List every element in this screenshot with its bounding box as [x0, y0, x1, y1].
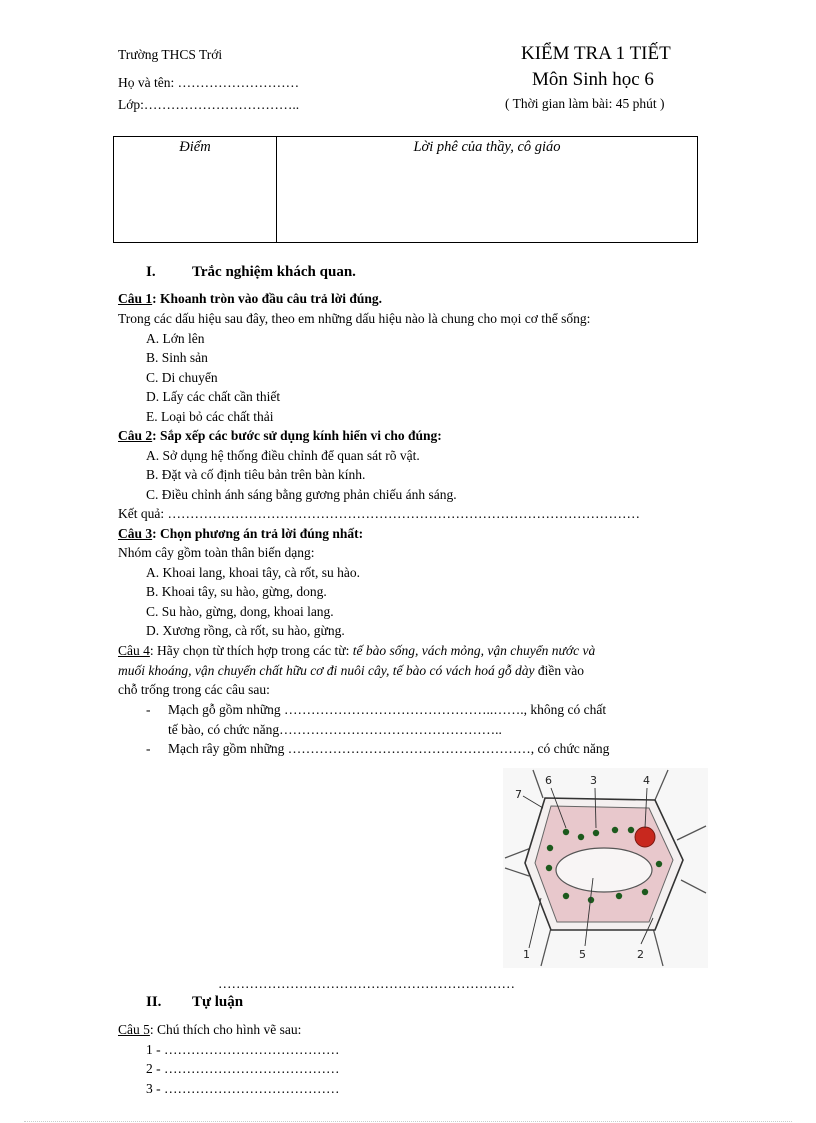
figure-label-5: 5 — [579, 948, 586, 961]
q5-answer-3[interactable]: 3 - ………………………………… — [146, 1081, 340, 1096]
q2-result-line[interactable]: Kết quả: …………………………………………………………………………………………… — [118, 506, 640, 521]
q4-tail: điền vào — [534, 663, 584, 678]
q4-intro: : Hãy chọn từ thích hợp trong các từ: — [149, 643, 353, 658]
q2-option-c: C. Điều chỉnh ánh sáng bằng gương phản chiếu ánh sáng. — [146, 487, 457, 502]
q1-option-e[interactable]: E. Loại bỏ các chất thải — [146, 409, 274, 424]
figure-label-6: 6 — [545, 774, 552, 787]
q3-option-c[interactable]: C. Su hào, gừng, dong, khoai lang. — [146, 604, 334, 619]
q1-option-a[interactable]: A. Lớn lên — [146, 331, 205, 346]
q3-stem: Nhóm cây gồm toàn thân biến dạng: — [118, 545, 315, 560]
exam-subject: Môn Sinh học 6 — [532, 69, 654, 90]
figure-label-2: 2 — [637, 948, 644, 961]
figure-label-7: 7 — [515, 788, 522, 801]
teacher-comment-cell[interactable] — [277, 137, 698, 243]
nucleus — [635, 827, 655, 847]
q2-label: Câu 2 — [118, 428, 153, 443]
q5-answer-1[interactable]: 1 - ………………………………… — [146, 1042, 340, 1057]
q3-instruction: : Chọn phương án trả lời đúng nhất: — [152, 526, 364, 541]
q4-bullet-2: - — [146, 741, 151, 756]
q3-label: Câu 3 — [118, 526, 153, 541]
q1-option-d[interactable]: D. Lấy các chất cần thiết — [146, 389, 281, 404]
q1-stem: Trong các dấu hiệu sau đây, theo em những dấu hiệu nào là chung cho mọi cơ thể sống: — [118, 311, 591, 326]
name-field: Họ và tên: ……………………… — [118, 75, 300, 90]
q5-label: Câu 5 — [118, 1022, 150, 1037]
q4-item-xylem[interactable]: Mạch gỗ gồm những ………………………………………..……., không có chất — [168, 702, 607, 717]
q4-line1 — [118, 643, 595, 659]
q4-item-phloem[interactable]: Mạch rây gồm những ………………………………………………, có chức năng — [168, 741, 610, 756]
score-header: Điểm — [179, 139, 211, 155]
q5-answer-2[interactable]: 2 - ………………………………… — [146, 1061, 340, 1076]
part1-number: I. — [146, 264, 156, 280]
part1-title: Trắc nghiệm khách quan. — [192, 264, 356, 280]
plant-cell-figure — [503, 768, 708, 968]
q3-option-d[interactable]: D. Xương rồng, cà rốt, su hào, gừng. — [146, 623, 345, 638]
q2-heading — [118, 428, 442, 444]
q4-bullet-1: - — [146, 702, 151, 717]
figure-label-3: 3 — [590, 774, 597, 787]
exam-title: KIỂM TRA 1 TIẾT — [521, 43, 671, 64]
figure-label-4: 4 — [643, 774, 650, 787]
q4-continuation-line[interactable]: ………………………………………………………… — [218, 976, 515, 991]
q3-option-b[interactable]: B. Khoai tây, su hào, gừng, dong. — [146, 584, 327, 599]
q4-item-xylem-cont[interactable]: tế bào, có chức năng………………………………………….. — [168, 722, 502, 737]
q3-option-a[interactable]: A. Khoai lang, khoai tây, cà rốt, su hào. — [146, 565, 360, 580]
q4-line3: chỗ trống trong các câu sau: — [118, 682, 270, 697]
q1-option-b[interactable]: B. Sinh sản — [146, 350, 208, 365]
q4-line2 — [118, 663, 584, 679]
page-bottom-divider — [24, 1121, 792, 1122]
part2-number: II. — [146, 994, 162, 1010]
q1-instruction: : Khoanh tròn vào đầu câu trả lời đúng. — [152, 291, 383, 306]
exam-time: ( Thời gian làm bài: 45 phút ) — [505, 96, 665, 111]
school-name: Trường THCS Trới — [118, 47, 223, 62]
q2-instruction: : Sắp xếp các bước sử dụng kính hiển vi cho đúng: — [152, 428, 442, 443]
q4-label: Câu 4 — [118, 643, 150, 658]
q4-word-list-1: tế bào sống, vách mỏng, vận chuyển nước và — [352, 643, 596, 658]
q5-heading — [118, 1022, 301, 1038]
q2-option-b: B. Đặt và cố định tiêu bản trên bàn kính. — [146, 467, 366, 482]
grade-table — [113, 136, 698, 243]
q3-heading — [118, 526, 363, 542]
q1-label: Câu 1 — [118, 291, 153, 306]
vacuole — [556, 848, 652, 892]
q1-heading — [118, 291, 382, 307]
figure-label-1: 1 — [523, 948, 530, 961]
q2-option-a: A. Sở dụng hệ thống điều chỉnh để quan sát rõ vật. — [146, 448, 420, 463]
class-field: Lớp:…………………………….. — [118, 97, 300, 112]
score-cell[interactable] — [114, 137, 277, 243]
q4-word-list-2: muối khoáng, vận chuyển chất hữu cơ đi nuôi cây, tế bào có vách hoá gỗ dày — [118, 663, 535, 678]
part2-title: Tự luận — [192, 994, 244, 1010]
comment-header: Lời phê của thầy, cô giáo — [413, 139, 561, 155]
q1-option-c[interactable]: C. Di chuyển — [146, 370, 218, 385]
q5-stem: : Chú thích cho hình vẽ sau: — [149, 1022, 302, 1037]
